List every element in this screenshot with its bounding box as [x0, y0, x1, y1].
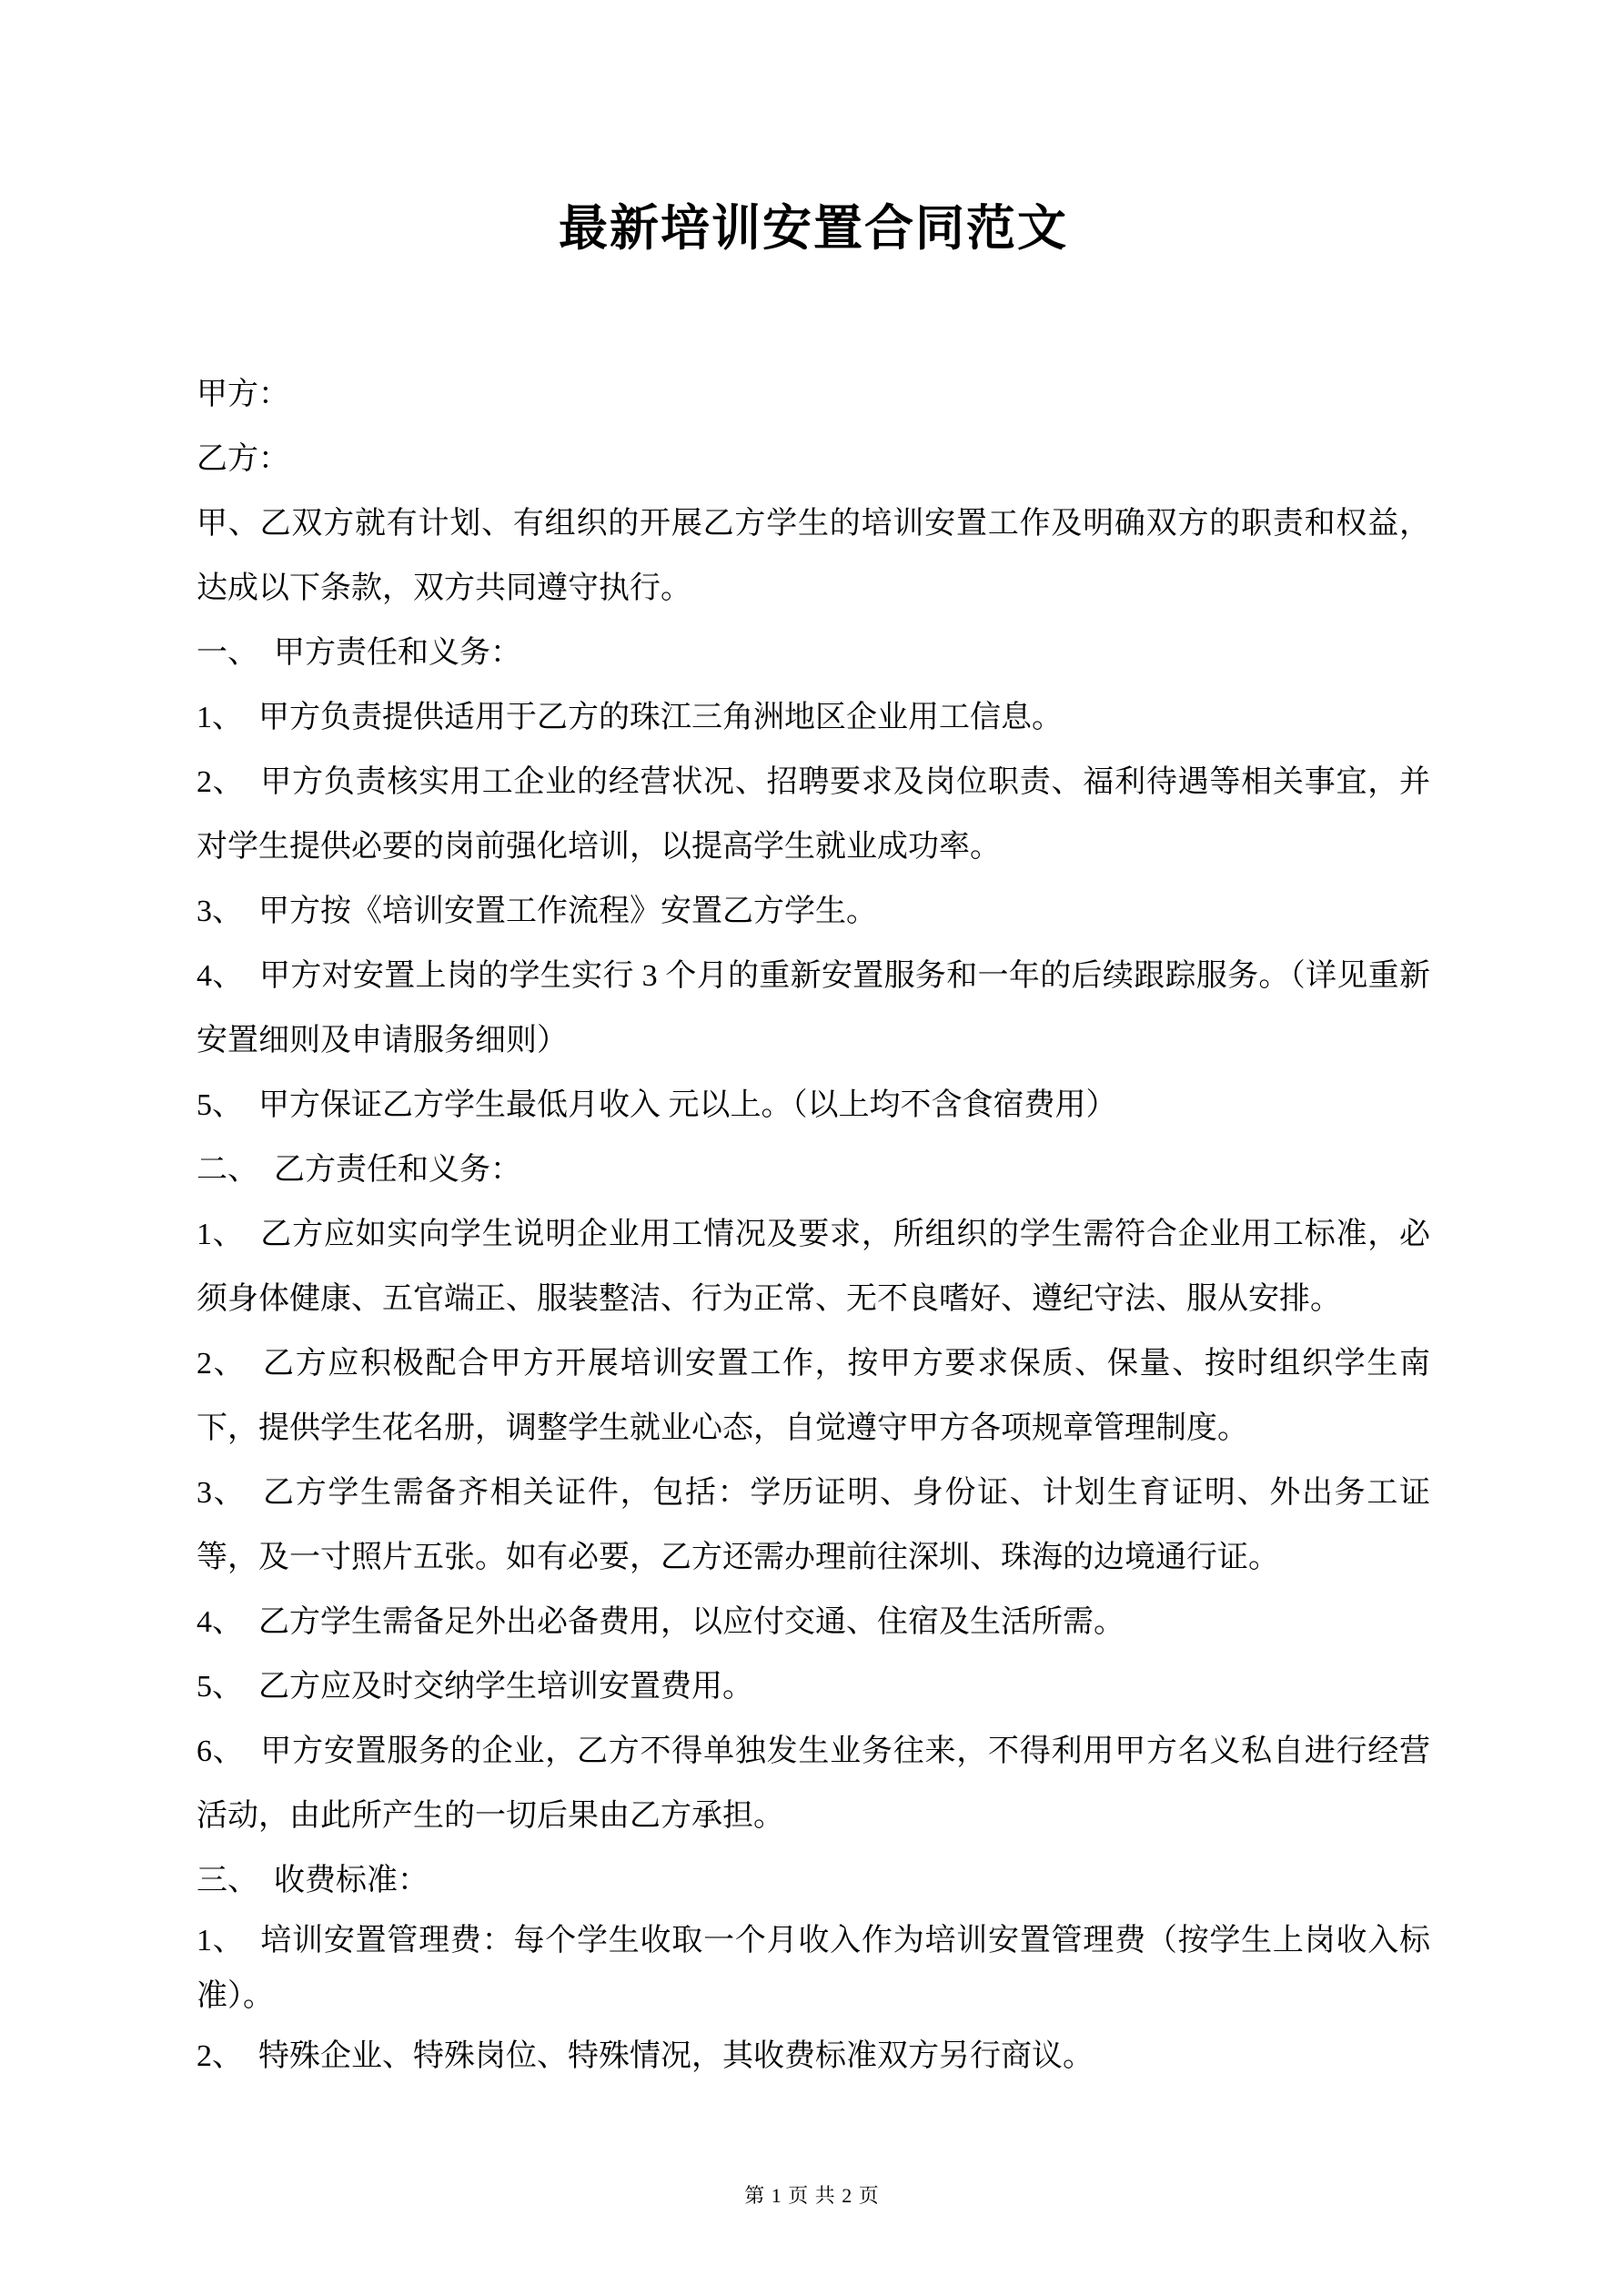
section-1-item-1: 1、 甲方负责提供适用于乙方的珠江三角洲地区企业用工信息。 [197, 701, 1063, 734]
section-2-item-6: 6、 甲方安置服务的企业，乙方不得单独发生业务往来，不得利用甲方名义私自进行经营活动，由此所产生的一切后果由乙方承担。 [197, 1735, 1430, 1833]
party-b-line: 乙方： [197, 442, 289, 476]
section-2-item-1: 1、 乙方应如实向学生说明企业用工情况及要求，所组织的学生需符合企业用工标准，必须身体健康、五官端正、服装整洁、行为正常、无不良嗜好、遵纪守法、服从安排。 [197, 1218, 1430, 1316]
section-3-heading: 三、 收费标准： [197, 1864, 429, 1897]
section-2-item-2: 2、 乙方应积极配合甲方开展培训安置工作，按甲方要求保质、保量、按时组织学生南下，提供学生花名册，调整学生就业心态，自觉遵守甲方各项规章管理制度。 [197, 1347, 1430, 1445]
party-a-line: 甲方： [197, 378, 289, 411]
section-1-item-4: 4、 甲方对安置上岗的学生实行 3 个月的重新安置服务和一年的后续跟踪服务。（详见重新安置细则及申请服务细则） [197, 959, 1430, 1057]
section-3-item-2: 2、 特殊企业、特殊岗位、特殊情况，其收费标准双方另行商议。 [197, 2039, 1094, 2073]
document-title: 最新培训安置合同范文 [559, 201, 1068, 256]
page-number: 第 1 页 共 2 页 [744, 2184, 880, 2207]
section-1-item-2: 2、 甲方负责核实用工企业的经营状况、招聘要求及岗位职责、福利待遇等相关事宜，并对学生提供必要的岗前强化培训，以提高学生就业成功率。 [197, 765, 1430, 864]
section-2-item-3: 3、 乙方学生需备齐相关证件，包括：学历证明、身份证、计划生育证明、外出务工证等，及一寸照片五张。如有必要，乙方还需办理前往深圳、珠海的边境通行证。 [197, 1476, 1430, 1574]
section-1-item-3: 3、 甲方按《培训安置工作流程》安置乙方学生。 [197, 895, 877, 928]
preamble: 甲、乙双方就有计划、有组织的开展乙方学生的培训安置工作及明确双方的职责和权益，达成以下条款，双方共同遵守执行。 [197, 507, 1430, 605]
section-3-item-1: 1、 培训安置管理费：每个学生收取一个月收入作为培训安置管理费（按学生上岗收入标准）。 [197, 1924, 1430, 2013]
section-2-item-4: 4、 乙方学生需备足外出必备费用，以应付交通、住宿及生活所需。 [197, 1605, 1125, 1639]
section-1-heading: 一、 甲方责任和义务： [197, 636, 521, 670]
document-body [197, 362, 1430, 2089]
section-2-item-5: 5、 乙方应及时交纳学生培训安置费用。 [197, 1670, 753, 1704]
section-2-heading: 二、 乙方责任和义务： [197, 1153, 521, 1187]
section-1-item-5: 5、 甲方保证乙方学生最低月收入 元以上。（以上均不含食宿费用） [197, 1088, 1117, 1122]
